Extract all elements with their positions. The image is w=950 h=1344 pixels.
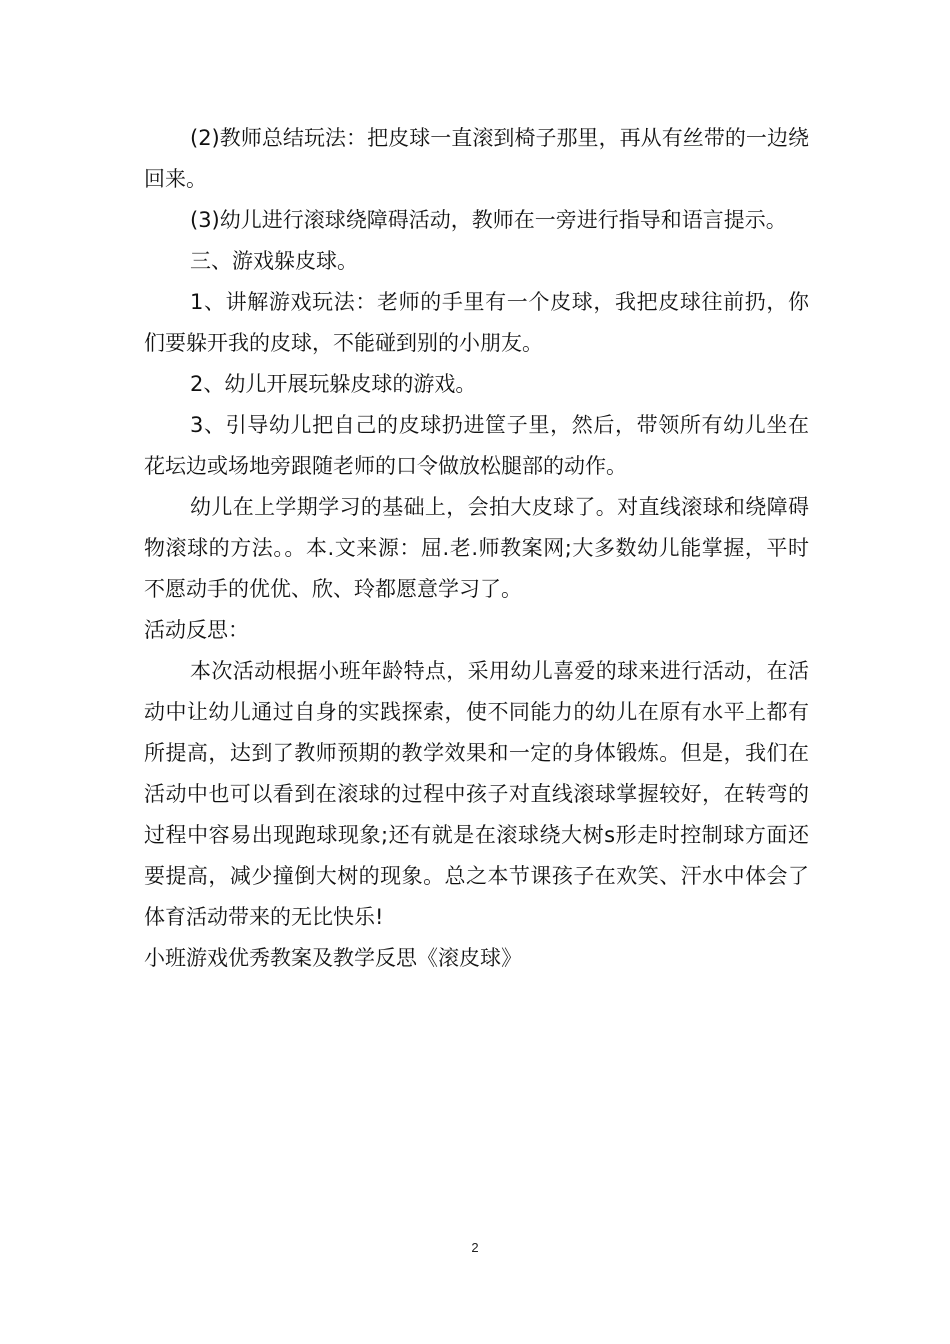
paragraph-summary-rules: (2)教师总结玩法：把皮球一直滚到椅子那里，再从有丝带的一边绕回来。 — [144, 126, 809, 191]
document-body — [144, 118, 809, 979]
paragraph-obstacle-activity: (3)幼儿进行滚球绕障碍活动，教师在一旁进行指导和语言提示。 — [190, 208, 787, 232]
paragraph-observation: 幼儿在上学期学习的基础上，会拍大皮球了。对直线滚球和绕障碍物滚球的方法。。本.文来源：屈.老.师教案网;大多数幼儿能掌握，平时不愿动手的优优、欣、玲都愿意学习了。 — [144, 495, 809, 601]
page-number: 2 — [471, 1240, 479, 1255]
document-title-line: 小班游戏优秀教案及教学反思《滚皮球》 — [144, 946, 522, 970]
paragraph-reflection: 本次活动根据小班年龄特点，采用幼儿喜爱的球来进行活动，在活动中让幼儿通过自身的实践探索，使不同能力的幼儿在原有水平上都有所提高，达到了教师预期的教学效果和一定的身体锻炼。但是，我们在活动中也可以看到在滚球的过程中孩子对直线滚球掌握较好，在转弯的过程中容易出现跑球现象;还有就是在滚球绕大树s形走时控制球方面还要提高，减少撞倒大树的现象。总之本节课孩子在欢笑、汗水中体会了体育活动带来的无比快乐! — [144, 659, 809, 929]
reflection-heading: 活动反思： — [144, 618, 249, 642]
paragraph-cool-down: 3、引导幼儿把自己的皮球扔进筐子里，然后，带领所有幼儿坐在花坛边或场地旁跟随老师的口令做放松腿部的动作。 — [144, 413, 809, 478]
section-heading-dodgeball: 三、游戏躲皮球。 — [190, 249, 358, 273]
paragraph-explain-game: 1、讲解游戏玩法：老师的手里有一个皮球，我把皮球往前扔，你们要躲开我的皮球，不能碰到别的小朋友。 — [144, 290, 809, 355]
paragraph-play-game: 2、幼儿开展玩躲皮球的游戏。 — [190, 372, 477, 396]
